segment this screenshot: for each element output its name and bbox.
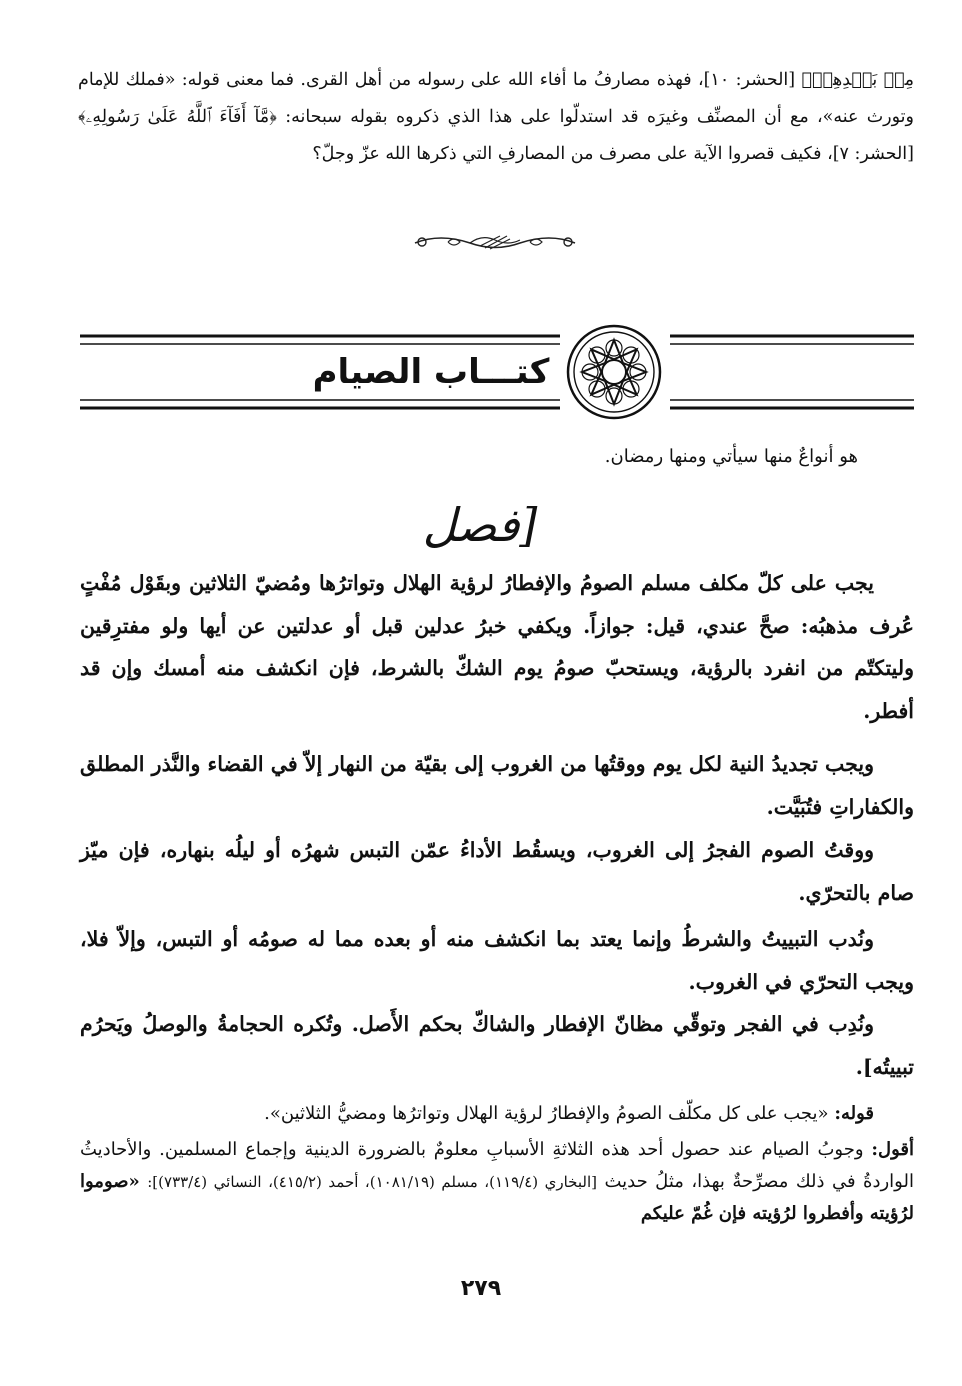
commentary-label: أقول: bbox=[871, 1139, 914, 1160]
star-medallion-icon bbox=[568, 326, 660, 418]
main-paragraph: يجب على كلّ مكلف مسلم الصومُ والإفطارُ لرؤية الهلال وتواترُها ومُضيّ الثلاثين وبقَوْل مُفْتٍ عُرف مذهبُه: صحَّ عندي، قيل: جوازاً. ويكفي خبرُ عدلين قبل أو عدلتين عن أيها ولو مفترِقين وليتكتّم من انفرد بالرؤية، ويستحبّ صومُ يوم الشكّ بالشرط، فإن انكشف منه أمسك وإن قد أفطر. bbox=[80, 571, 914, 723]
main-paragraph: ونُدِب في الفجر وتوقّي مظانّ الإفطار والشاكّ بحكم الأَصل. وتُكره الحجامةُ والوصلُ ويَحرُم تبييتُه]. bbox=[80, 1012, 914, 1079]
top-paragraph: مِنۢ بَعۡدِهِمۡ﴾ [الحشر: ١٠]، فهذه مصارفُ ما أفاء الله على رسوله من أهل القرى. فما معنى قوله: «فملك للإمام وتورث عنه»، مع أن المصنِّف وغيرَه قد استدلّوا على هذا الذي ذكروه بقوله سبحانه: ﴿مَّآ أَفَآءَ ٱللَّهُ عَلَىٰ رَسُولِهِۦ﴾ [الحشر: ٧]، فكيف قصروا الآية على مصرف من المصارفِ التي ذكرها الله عزّ وجلّ؟ bbox=[78, 70, 914, 164]
page-number: ٢٧٩ bbox=[460, 1276, 502, 1301]
ornament-divider bbox=[410, 228, 580, 258]
commentary-hadith: «صوموا لرُؤيته وأفطروا لرُؤيته فإن غُمّ عليكم bbox=[80, 1171, 914, 1224]
commentary-references: [البخاري (١١٩/٤)، مسلم (١٠٨١/١٩)، أحمد (٤١٥/٢)، النسائي (٧٣٣/٤)]: bbox=[147, 1173, 597, 1191]
quote-text: «يجب على كل مكلّف الصومُ والإفطارُ لرؤية الهلال وتواترُها ومضيُّ الثلاثين». bbox=[264, 1103, 829, 1124]
commentary-text: وجوبُ الصيام عند حصول أحد هذه الثلاثةِ الأسبابِ معلومٌ بالضرورة الدينية وإجماع المسلمين. والأحاديثُ الواردةُ في ذلك مصرِّحةٌ بهذا، مثلُ حديث bbox=[80, 1139, 914, 1192]
main-paragraph: ووقتُ الصوم الفجرُ إلى الغروب، ويسقُط الأداءُ عمّن التبس شهرُه أو ليلُه بنهاره، فإن ميّز صام بالتحرّي. bbox=[80, 838, 914, 905]
intro-line: هو أنواعٌ منها سيأتي ومنها رمضان. bbox=[604, 446, 858, 467]
main-paragraph: ويجب تجديدُ النية لكل يوم ووقتُها من الغروب إلى بقيّة من النهار إلاّ في القضاء والنَّذر المطلق والكفاراتِ فتُبَيَّت. bbox=[80, 752, 914, 819]
book-title: كتـــاب الصيام bbox=[312, 352, 550, 392]
section-heading: [فصل bbox=[422, 498, 538, 552]
commentary-paragraph bbox=[80, 1134, 914, 1230]
main-paragraph: ونُدب التبييتُ والشرطُ وإنما يعتد بما انكشف منه أو بعده مما له صومُه أو التبس، وإلاّ فلا، ويجب التحرّي في الغروب. bbox=[80, 927, 914, 994]
quoted-text-line bbox=[80, 1098, 914, 1129]
quote-label: قوله: bbox=[834, 1103, 874, 1124]
